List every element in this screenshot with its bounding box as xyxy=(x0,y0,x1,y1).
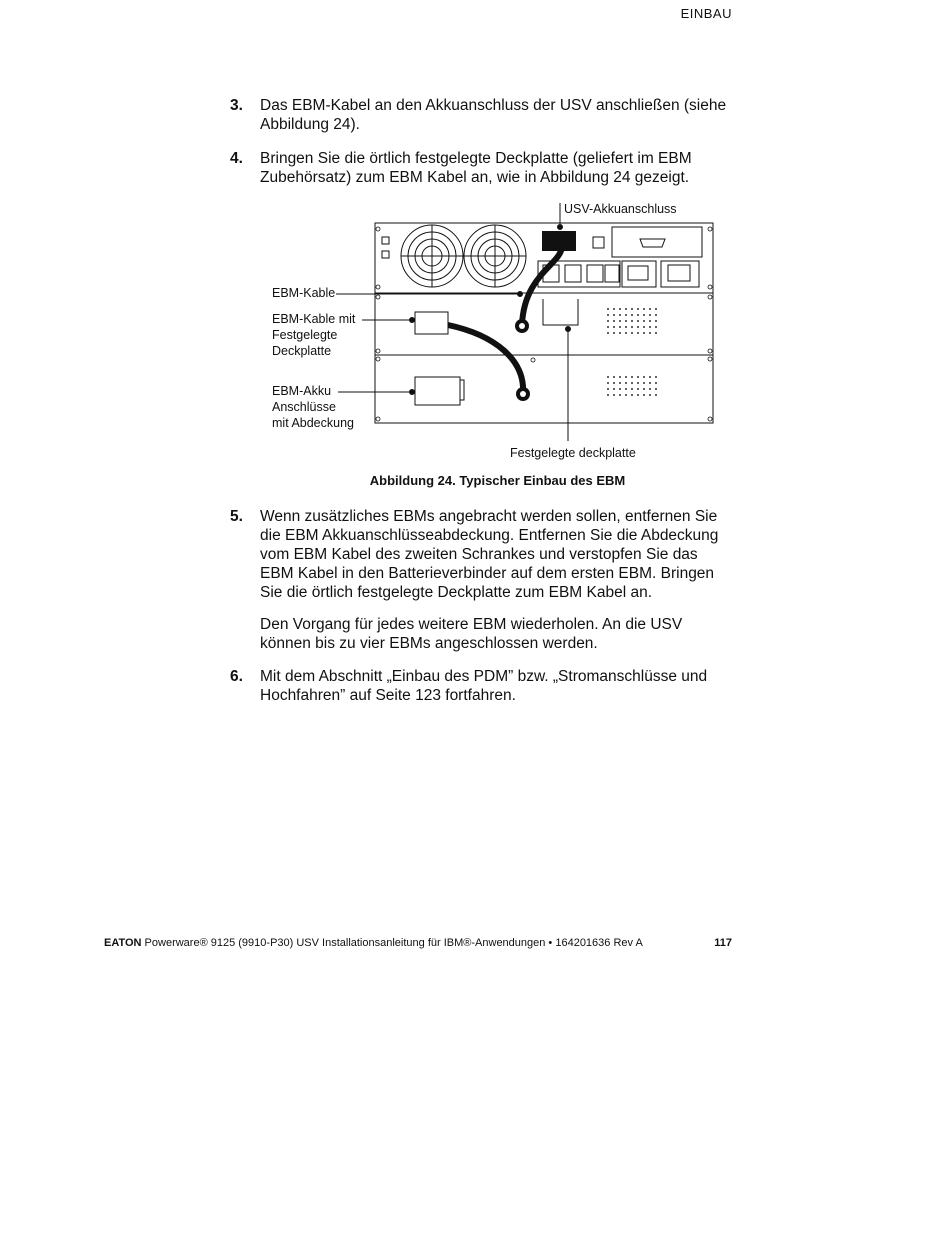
label-usv-port: USV-Akkuanschluss xyxy=(564,202,677,216)
label-cover-plate: Festgelegte deckplatte xyxy=(510,446,636,460)
label-ebm-cable: EBM-Kable xyxy=(272,286,336,300)
step-5-note: Den Vorgang für jedes weitere EBM wiederholen. An die USV können bis zu vier EBMs angeschlossen werden. xyxy=(260,616,683,652)
figure-ebm-installation xyxy=(260,195,740,467)
label-ebm-cable-plate-line2: Festgelegte xyxy=(272,328,338,342)
vent-grid-2 xyxy=(607,376,657,396)
step-6 xyxy=(230,667,730,705)
step-text: Das EBM-Kabel an den Akkuanschluss der USV anschließen (siehe Abbildung 24). xyxy=(260,97,727,133)
step-4 xyxy=(230,149,730,187)
label-ebm-ports-line3: mit Abdeckung xyxy=(272,416,354,430)
page-footer xyxy=(104,937,643,949)
label-ebm-cable-plate-line3: Deckplatte xyxy=(272,344,332,358)
step-number: 3. xyxy=(230,97,243,114)
section-header: EINBAU xyxy=(680,6,732,21)
step-5 xyxy=(230,507,730,602)
step-text: Bringen Sie die örtlich festgelegte Deckplatte (geliefert im EBM Zubehörsatz) zum EBM Kabel an, wie in Abbildung 24 gezeigt. xyxy=(260,150,692,186)
ebm-unit-1 xyxy=(375,293,713,355)
step-text: Mit dem Abschnitt „Einbau des PDM” bzw. „Stromanschlüsse und Hochfahren” auf Seite 123 fortfahren. xyxy=(260,668,708,704)
label-ebm-cable-plate-line1: EBM-Kable mit xyxy=(272,312,356,326)
step-number: 5. xyxy=(230,508,243,525)
footer-brand: EATON xyxy=(104,937,142,949)
step-number: 4. xyxy=(230,150,243,167)
label-ebm-ports-line1: EBM-Akku xyxy=(272,384,332,398)
ebm-cable-bottom xyxy=(448,325,523,393)
page-number: 117 xyxy=(714,937,732,949)
step-3 xyxy=(230,96,730,134)
footer-text: Powerware® 9125 (9910-P30) USV Installationsanleitung für IBM®-Anwendungen • 164201636 Rev A xyxy=(141,937,643,949)
vent-grid-1 xyxy=(607,308,657,334)
step-text: Wenn zusätzliches EBMs angebracht werden sollen, entfernen Sie die EBM Akkuanschlüsseabdeckung. Entfernen Sie die Abdeckung vom EBM Kabel des zweiten Schrankes und verstopfen Sie das EBM Kabel in den Batterieverbinder auf dem ersten EBM. Bringen Sie die örtlich festgelegte Deckplatte zum EBM Kabel an. xyxy=(260,508,719,601)
ebm-unit-2 xyxy=(375,355,713,423)
step-number: 6. xyxy=(230,668,243,685)
label-ebm-ports-line2: Anschlüsse xyxy=(272,400,336,414)
ebm-cable-top xyxy=(522,247,562,325)
figure-caption: Abbildung 24. Typischer Einbau des EBM xyxy=(369,473,626,488)
